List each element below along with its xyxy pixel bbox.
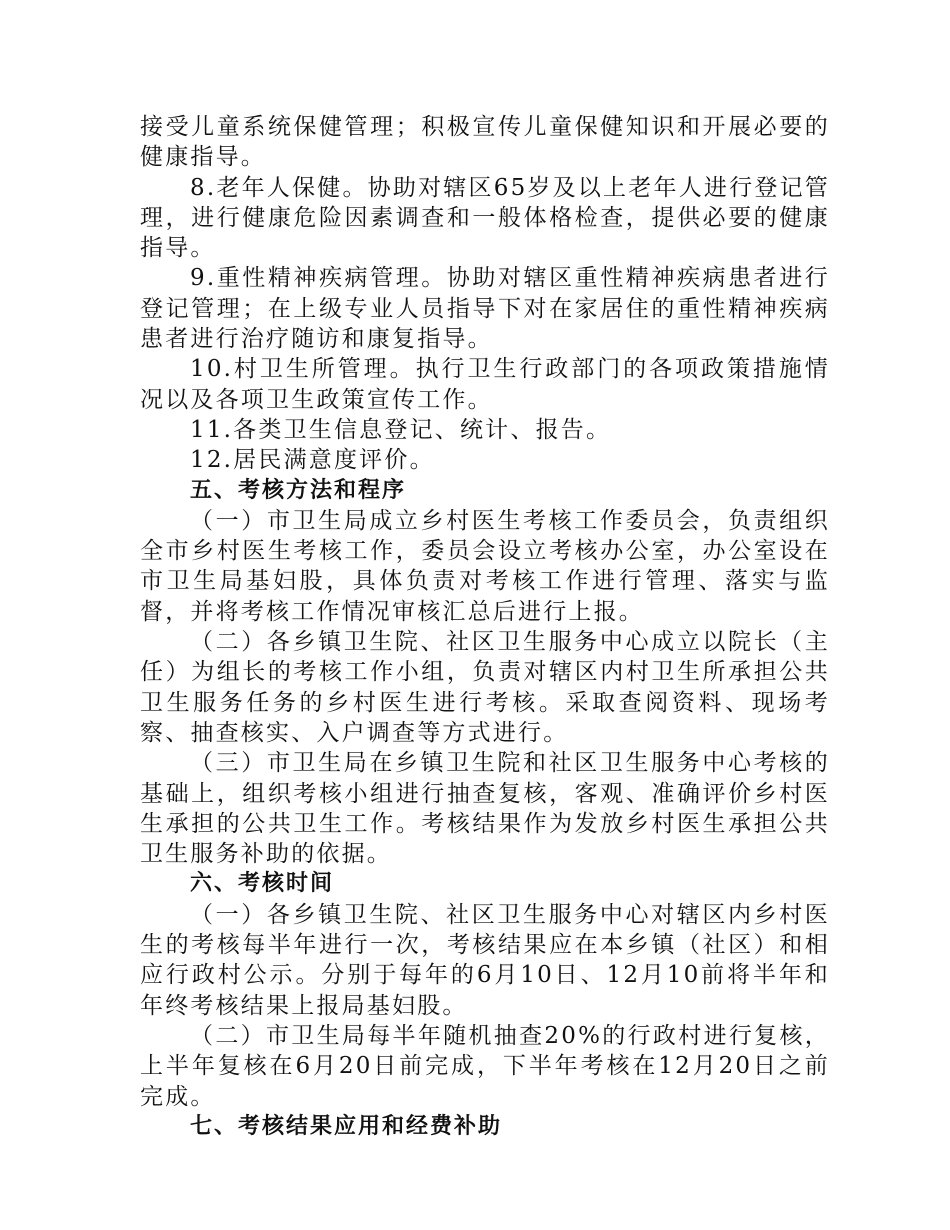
paragraph-method-2: （二）各乡镇卫生院、社区卫生服务中心成立以院长（主任）为组长的考核工作小组，负责对辖区内村卫生所承担公共卫生服务任务的乡村医生进行考核。采取查阅资料、现场考察、抽查核实、入户调查等方式进行。 [140, 629, 830, 746]
paragraph-time-2: （二）市卫生局每半年随机抽查20%的行政村进行复核，上半年复核在6月20日前完成，下半年考核在12月20日之前完成。 [140, 1022, 830, 1110]
paragraph-method-1: （一）市卫生局成立乡村医生考核工作委员会，负责组织全市乡村医生考核工作，委员会设立考核办公室，办公室设在市卫生局基妇股，具体负责对考核工作进行管理、落实与监督，并将考核工作情况审核汇总后进行上报。 [140, 507, 830, 625]
paragraph-health-info: 11.各类卫生信息登记、统计、报告。 [190, 416, 612, 443]
paragraph-method-3: （三）市卫生局在乡镇卫生院和社区卫生服务中心考核的基础上，组织考核小组进行抽查复核，客观、准确评价乡村医生承担的公共卫生工作。考核结果作为发放乡村医生承担公共卫生服务补助的依据。 [140, 750, 830, 868]
paragraph-elderly-health: 8.老年人保健。协助对辖区65岁及以上老年人进行登记管理，进行健康危险因素调查和一般体格检查，提供必要的健康指导。 [140, 174, 830, 262]
paragraph-village-clinic: 10.村卫生所管理。执行卫生行政部门的各项政策措施情况以及各项卫生政策宣传工作。 [140, 356, 830, 413]
paragraph-child-health-continuation: 接受儿童系统保健管理；积极宣传儿童保健知识和开展必要的健康指导。 [140, 114, 830, 171]
section-heading-time: 六、考核时间 [190, 871, 335, 897]
paragraph-satisfaction: 12.居民满意度评价。 [190, 447, 435, 474]
document-body [140, 112, 830, 1142]
paragraph-mental-illness: 9.重性精神疾病管理。协助对辖区重性精神疾病患者进行登记管理；在上级专业人员指导下对在家居住的重性精神疾病患者进行治疗随访和康复指导。 [140, 265, 830, 353]
paragraph-time-1: （一）各乡镇卫生院、社区卫生服务中心对辖区内乡村医生的考核每半年进行一次，考核结果应在本乡镇（社区）和相应行政村公示。分别于每年的6月10日、12月10前将半年和年终考核结果上报局基妇股。 [140, 901, 830, 1019]
section-heading-results: 七、考核结果应用和经费补助 [190, 1113, 503, 1139]
section-heading-methods: 五、考核方法和程序 [190, 477, 407, 503]
